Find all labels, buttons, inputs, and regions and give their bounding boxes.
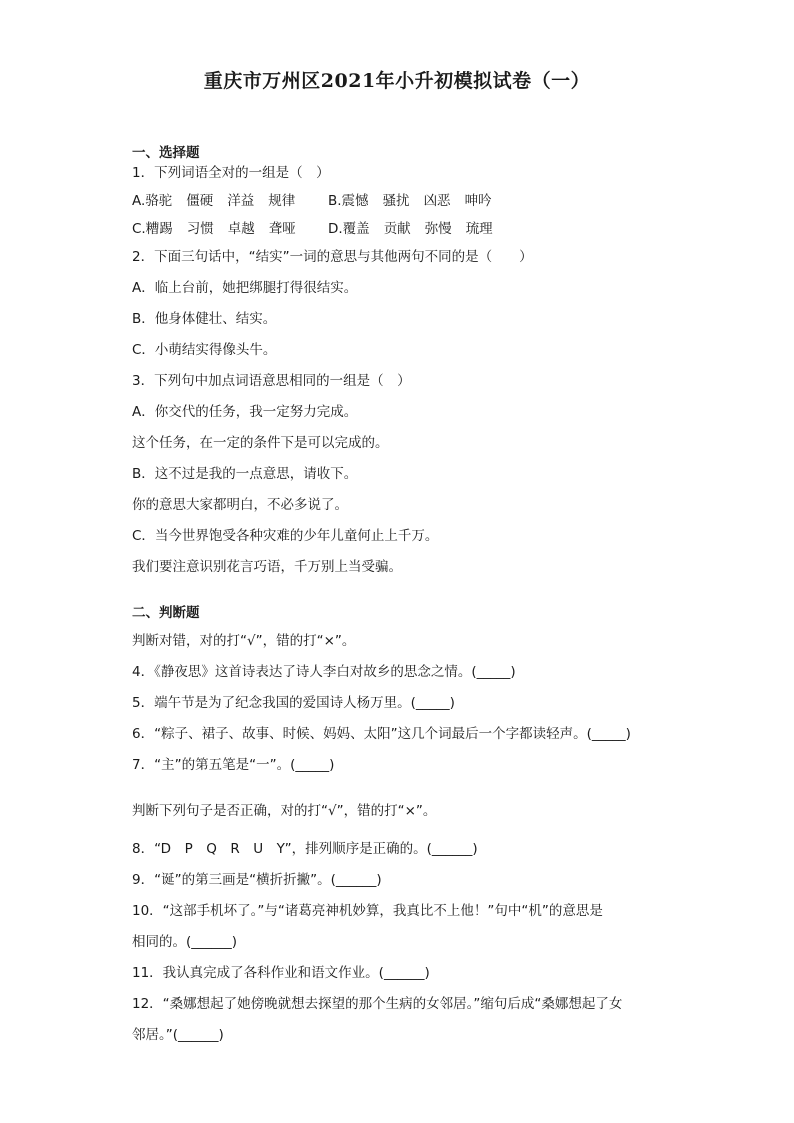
question-3-option-b-line-2: 你的意思大家都明白，不必多说了。 xyxy=(132,497,348,513)
option-word: 习惯 xyxy=(186,221,214,237)
question-10-line-2: 相同的。(______) xyxy=(132,934,238,950)
option-word: 聋哑 xyxy=(268,221,296,237)
question-3-option-c-line-2: 我们要注意识别花言巧语，千万别上当受骗。 xyxy=(132,559,402,575)
option-word: B.震憾 xyxy=(328,193,369,209)
option-word: 僵硬 xyxy=(186,193,214,209)
question-3-option-a-line-2: 这个任务，在一定的条件下是可以完成的。 xyxy=(132,435,389,451)
section-heading-choice: 一、选择题 xyxy=(132,145,200,161)
page-title: 重庆市万州区2021年小升初模拟试卷（一） xyxy=(203,70,591,92)
question-6: 6．“粽子、裙子、故事、时候、妈妈、太阳”这几个词最后一个字都读轻声。(_____) xyxy=(132,726,631,742)
question-5: 5．端午节是为了纪念我国的爱国诗人杨万里。(_____) xyxy=(132,695,455,711)
question-10-line-1: 10．“这部手机坏了。”与“诸葛亮神机妙算，我真比不上他！”句中“机”的意思是 xyxy=(132,903,603,919)
question-9: 9．“诞”的第三画是“横折折撇”。(______) xyxy=(132,872,382,888)
question-3-option-b-line-1: B．这不过是我的一点意思，请收下。 xyxy=(132,466,358,482)
option-word: 凶恶 xyxy=(423,193,451,209)
question-4: 4．《静夜思》这首诗表达了诗人李白对故乡的思念之情。(_____) xyxy=(132,664,516,680)
option-b xyxy=(328,191,524,211)
question-2-option-a: A．临上台前，她把绑腿打得很结实。 xyxy=(132,280,358,296)
option-word: A.骆驼 xyxy=(132,193,173,209)
option-word: 卓越 xyxy=(227,221,255,237)
option-word: 贡献 xyxy=(383,221,411,237)
question-8: 8．“D P Q R U Y”，排列顺序是正确的。(______) xyxy=(132,841,478,857)
judgment-intro-2: 判断下列句子是否正确，对的打“√”，错的打“×”。 xyxy=(132,803,437,819)
judgment-intro-1: 判断对错，对的打“√”，错的打“×”。 xyxy=(132,633,356,649)
option-word: 洋益 xyxy=(227,193,255,209)
exam-content xyxy=(132,143,672,1045)
option-a xyxy=(132,191,328,211)
question-3-option-a-line-1: A．你交代的任务，我一定努力完成。 xyxy=(132,404,358,420)
option-word: 规律 xyxy=(268,193,296,209)
option-d xyxy=(328,219,524,239)
question-11: 11．我认真完成了各科作业和语文作业。(______) xyxy=(132,965,430,981)
option-word: C.糟踢 xyxy=(132,221,173,237)
option-word: 弥慢 xyxy=(424,221,452,237)
section-heading-judgment: 二、判断题 xyxy=(132,605,200,621)
option-word: D.覆盖 xyxy=(328,221,370,237)
question-3-stem: 3．下列句中加点词语意思相同的一组是（ ） xyxy=(132,373,411,389)
question-2-option-b: B．他身体健壮、结实。 xyxy=(132,311,277,327)
question-7: 7．“主”的第五笔是“一”。(_____) xyxy=(132,757,335,773)
option-c xyxy=(132,219,328,239)
question-12-line-1: 12．“桑娜想起了她傍晚就想去探望的那个生病的女邻居。”缩句后成“桑娜想起了女 xyxy=(132,996,623,1012)
question-2-option-c: C．小萌结实得像头牛。 xyxy=(132,342,277,358)
option-word: 骚扰 xyxy=(382,193,410,209)
option-word: 琉理 xyxy=(465,221,493,237)
question-12-line-2: 邻居。”(______) xyxy=(132,1027,224,1043)
question-3-option-c-line-1: C．当今世界饱受各种灾难的少年儿童何止上千万。 xyxy=(132,528,439,544)
question-1-stem: 1．下列词语全对的一组是（ ） xyxy=(132,165,330,181)
question-1-options-row-1 xyxy=(132,191,672,211)
option-word: 呻吟 xyxy=(464,193,492,209)
question-1-options-row-2 xyxy=(132,219,672,239)
question-2-stem: 2．下面三句话中，“结实”一词的意思与其他两句不同的是（ ） xyxy=(132,249,533,265)
